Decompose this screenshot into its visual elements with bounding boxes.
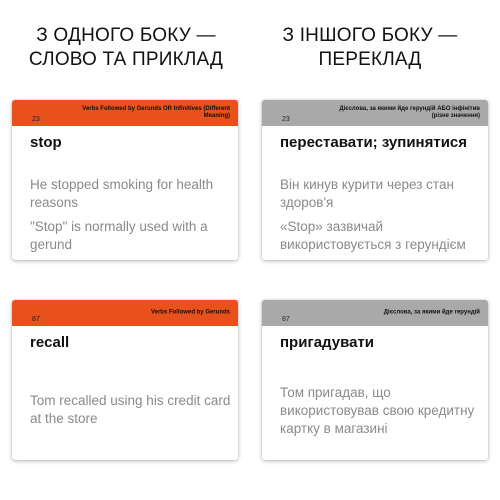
card-word: stop — [30, 134, 62, 151]
back-side-heading — [260, 24, 480, 72]
card-number: 87 — [282, 316, 290, 323]
flashcard-front-recall — [12, 300, 238, 460]
card-header-bar — [262, 300, 488, 326]
card-category: Дієслова, за якими йде герундій — [383, 309, 480, 316]
flashcard-back-recall — [262, 300, 488, 460]
front-side-heading — [16, 24, 236, 72]
card-example: "Stop" is normally used with a gerund — [30, 219, 208, 252]
card-category: Дієслова, за якими йде герундій АБО інфінітив (різне значення) — [339, 106, 480, 119]
card-example: Tom recalled using his credit card at the store — [30, 393, 231, 426]
card-header-bar — [12, 300, 238, 326]
card-header-bar — [262, 100, 488, 126]
card-example: Том пригадав, що використовував свою кредитну картку в магазині — [280, 385, 475, 436]
card-word: recall — [30, 334, 70, 351]
card-example: «Stop» зазвичай використовується з герундієм — [280, 219, 466, 252]
front-side-heading-line2: СЛОВО ТА ПРИКЛАД — [28, 49, 224, 70]
card-word: переставати; зупинятися — [280, 134, 468, 151]
back-side-heading-line1: З ІНШОГО БОКУ — — [282, 25, 458, 46]
card-number: 23 — [282, 116, 290, 123]
card-word: пригадувати — [280, 334, 375, 351]
back-side-heading-line2: ПЕРЕКЛАД — [318, 49, 422, 70]
card-number: 23 — [32, 116, 40, 123]
flashcard-front-stop — [12, 100, 238, 260]
card-category: Verbs Followed by Gerunds OR Infinitives (Different Meaning) — [82, 106, 230, 119]
flashcard-back-stop — [262, 100, 488, 260]
card-example: Він кинув курити через стан здоров'я — [280, 177, 454, 210]
card-header-bar — [12, 100, 238, 126]
card-example: He stopped smoking for health reasons — [30, 177, 214, 210]
front-side-heading-line1: З ОДНОГО БОКУ — — [36, 25, 216, 46]
card-number: 87 — [32, 316, 40, 323]
card-category: Verbs Followed by Gerunds — [150, 309, 230, 316]
